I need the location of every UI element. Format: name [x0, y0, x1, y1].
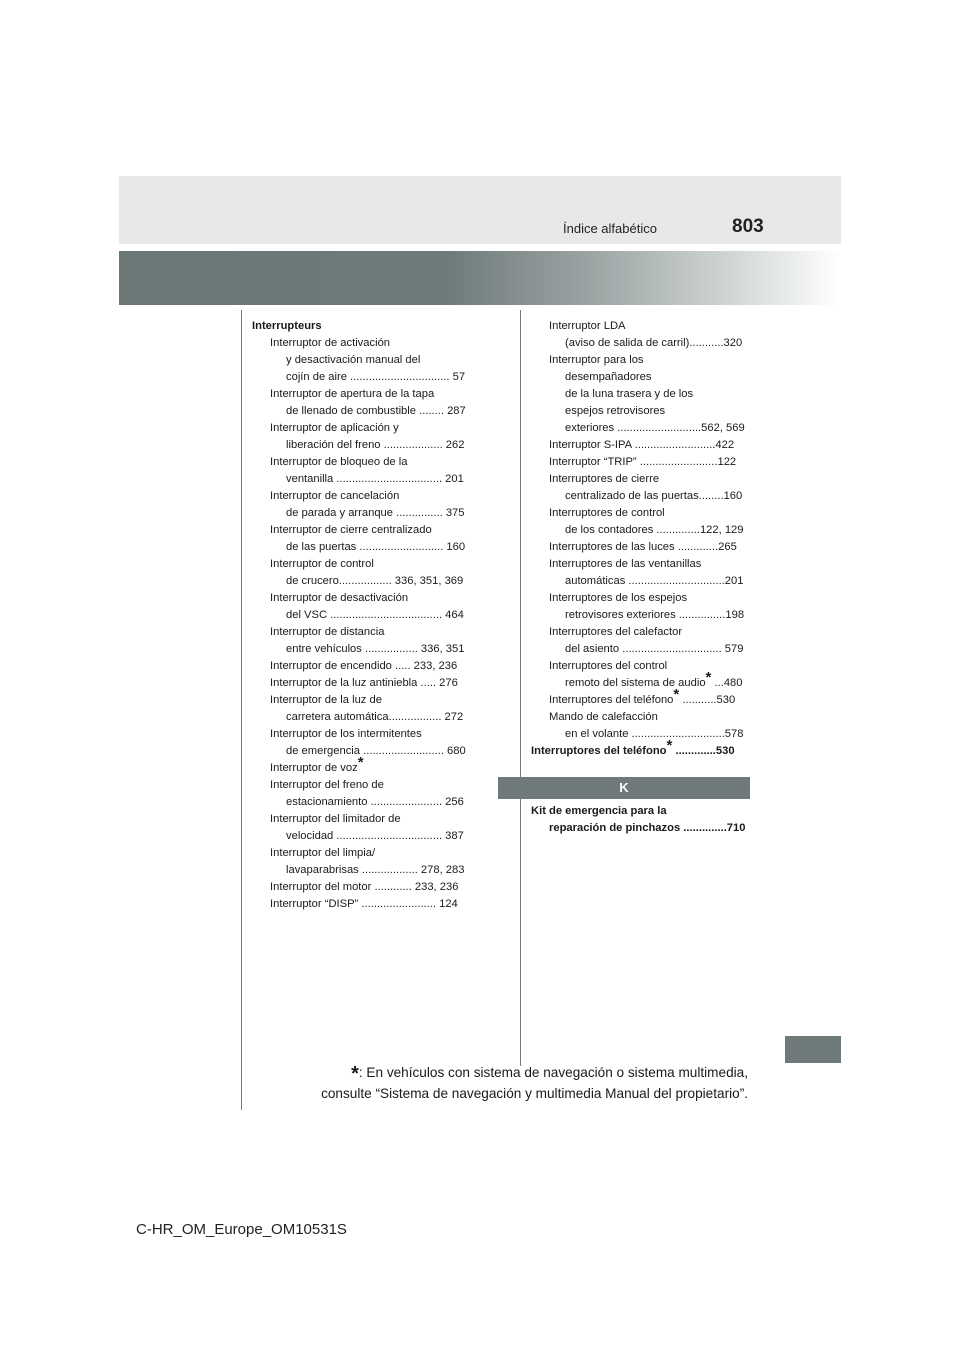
index-entry: Interrupteurs [252, 320, 322, 332]
index-entry: Interruptor de cierre centralizado [270, 524, 432, 536]
index-entry: de parada y arranque ............... 375 [286, 507, 465, 519]
left-margin-rule [241, 310, 242, 1110]
index-entry: Interruptores del calefactor [549, 626, 683, 638]
section-title: Índice alfabético [563, 221, 657, 236]
index-entry: Interruptor de los intermitentes [270, 728, 422, 740]
index-entry: Interruptor de la luz antiniebla ..... 276 [270, 677, 458, 689]
index-entry: Interruptores de las luces .............265 [549, 541, 737, 553]
index-entry: Interruptor de voz* [270, 754, 364, 774]
index-entry: Interruptores de cierre [549, 473, 660, 485]
footnote-reference-marker: * [673, 686, 680, 703]
index-entry: Interruptores del teléfono* ...........530 [549, 686, 736, 706]
index-column-right [531, 318, 751, 760]
index-entry: lavaparabrisas .................. 278, 283 [286, 864, 465, 876]
index-entry: entre vehículos ................. 336, 351 [286, 643, 465, 655]
index-entry: Interruptor de cancelación [270, 490, 400, 502]
index-entry: de emergencia .......................... 680 [286, 745, 466, 757]
footnote-reference-marker: * [705, 669, 712, 686]
index-entry: Interruptor del limitador de [270, 813, 401, 825]
index-column-left [252, 318, 472, 913]
footnote-line-1: *: En vehículos con sistema de navegación o sistema multimedia, [351, 1063, 748, 1085]
index-entry: de llenado de combustible ........ 287 [286, 405, 466, 417]
index-entry: Interruptor del limpia/ [270, 847, 376, 859]
page-number: 803 [732, 216, 764, 237]
index-entry: desempañadores [565, 371, 652, 383]
index-entry: exteriores ...........................562, 569 [565, 422, 745, 434]
index-entry: retrovisores exteriores ...............198 [565, 609, 745, 621]
index-entry: cojín de aire ................................ 57 [286, 371, 466, 383]
footnote-marker: * [351, 1063, 359, 1085]
side-thumb-tab [785, 1036, 841, 1063]
index-entry: liberación del freno ................... 262 [286, 439, 465, 451]
index-entry: del VSC .................................... 464 [286, 609, 464, 621]
index-section-k [531, 803, 751, 837]
index-entry: Interruptor de aplicación y [270, 422, 399, 434]
index-entry: Mando de calefacción [549, 711, 658, 723]
index-entry: del asiento ................................ 579 [565, 643, 744, 655]
index-entry: Interruptores de control [549, 507, 665, 519]
index-entry: Interruptor “DISP” ........................ 124 [270, 898, 458, 910]
index-entry: ventanilla .................................. 201 [286, 473, 464, 485]
index-entry: Interruptores de los espejos [549, 592, 688, 604]
index-entry: Interruptor de desactivación [270, 592, 409, 604]
footnote-reference-marker: * [357, 754, 364, 771]
index-entry: Interruptor S-IPA ..........................422 [549, 439, 735, 451]
index-entry: remoto del sistema de audio* ...480 [565, 669, 743, 689]
index-entry: Interruptor de la luz de [270, 694, 382, 706]
footnote-reference-marker: * [666, 737, 673, 754]
index-entry: Interruptor “TRIP” .........................122 [549, 456, 737, 468]
index-entry: Interruptor para los [549, 354, 644, 366]
index-entry: Interruptores de las ventanillas [549, 558, 702, 570]
header-gradient-band [119, 251, 841, 305]
section-header-k: K [498, 777, 750, 799]
index-entry: espejos retrovisores [565, 405, 666, 417]
index-entry: Interruptor del motor ............ 233, 236 [270, 881, 459, 893]
index-entry: en el volante ..............................578 [565, 728, 744, 740]
index-entry: y desactivación manual del [286, 354, 421, 366]
index-entry: Interruptor de activación [270, 337, 391, 349]
footnote [321, 1063, 748, 1103]
index-entry: Interruptor de apertura de la tapa [270, 388, 435, 400]
index-entry: Interruptor de distancia [270, 626, 385, 638]
index-entry: automáticas ...............................201 [565, 575, 744, 587]
footnote-line-2: consulte “Sistema de navegación y multimedia Manual del propietario”. [321, 1086, 748, 1101]
index-entry: Interruptor del freno de [270, 779, 384, 791]
index-entry: Interruptores del teléfono* .............530 [531, 737, 735, 757]
index-entry: (aviso de salida de carril)...........320 [565, 337, 743, 349]
index-entry: Interruptor de bloqueo de la [270, 456, 408, 468]
index-entry: de los contadores ..............122, 129 [565, 524, 744, 536]
index-entry: centralizado de las puertas........160 [565, 490, 743, 502]
index-entry: de las puertas ........................... 160 [286, 541, 466, 553]
index-entry: carretera automática................. 272 [286, 711, 464, 723]
index-entry: estacionamiento ....................... 256 [286, 796, 464, 808]
index-entry: Interruptor LDA [549, 320, 626, 332]
index-entry: Interruptor de encendido ..... 233, 236 [270, 660, 458, 672]
index-entry: de la luna trasera y de los [565, 388, 694, 400]
index-entry: reparación de pinchazos ..............710 [549, 822, 746, 834]
document-id: C-HR_OM_Europe_OM10531S [136, 1221, 347, 1238]
index-entry: Kit de emergencia para la [531, 805, 667, 817]
index-entry: Interruptores del control [549, 660, 668, 672]
index-entry: de crucero................. 336, 351, 369 [286, 575, 464, 587]
index-entry: velocidad .................................. 387 [286, 830, 464, 842]
column-divider [520, 310, 521, 1066]
index-entry: Interruptor de control [270, 558, 374, 570]
